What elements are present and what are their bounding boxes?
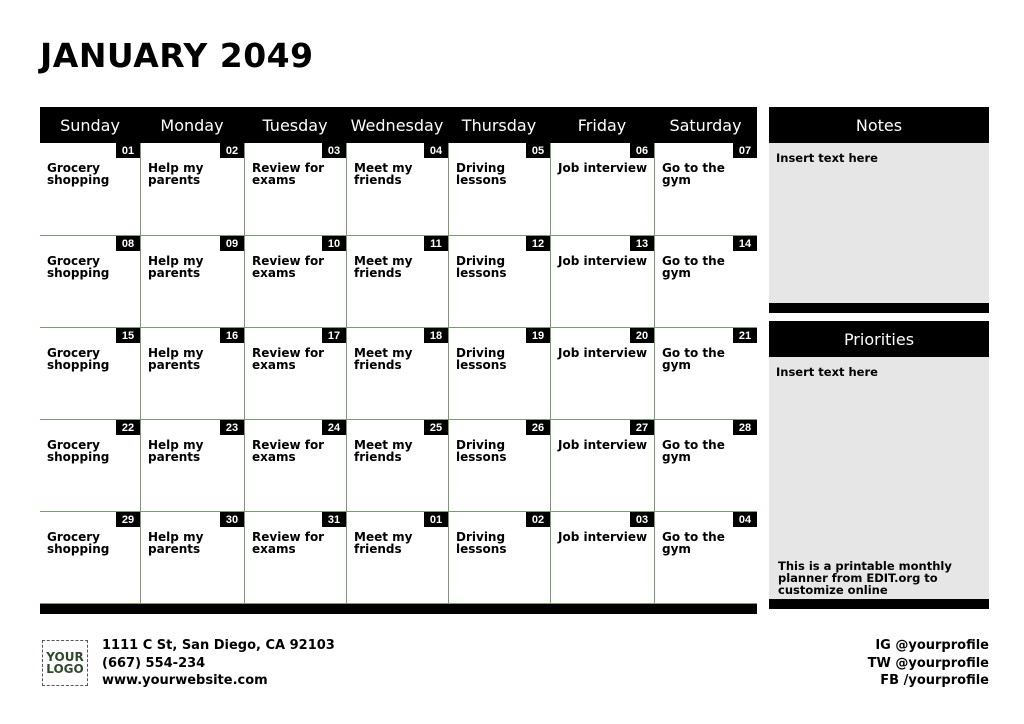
day-event-text: Help my parents xyxy=(148,346,204,372)
day-number-badge: 25 xyxy=(424,420,448,435)
day-number-badge: 04 xyxy=(424,143,448,158)
calendar-day-cell[interactable] xyxy=(244,419,346,511)
calendar-day-cell[interactable] xyxy=(654,235,757,327)
calendar-day-cell[interactable] xyxy=(140,419,244,511)
day-event-text: Review for exams xyxy=(252,438,325,464)
calendar-day-cell[interactable] xyxy=(654,419,757,511)
calendar-day-cell[interactable] xyxy=(550,419,654,511)
day-number-badge: 05 xyxy=(526,143,550,158)
calendar-day-cell[interactable] xyxy=(448,143,550,235)
notes-bottom-bar xyxy=(769,303,989,313)
calendar-day-cell[interactable] xyxy=(550,235,654,327)
day-number-badge: 11 xyxy=(424,236,448,251)
day-number-badge: 14 xyxy=(733,236,757,251)
day-event-text: Help my parents xyxy=(148,254,204,280)
day-number-badge: 07 xyxy=(733,143,757,158)
notes-body[interactable] xyxy=(769,143,989,303)
contact-website[interactable]: www.yourwebsite.com xyxy=(102,673,268,688)
calendar-day-cell[interactable] xyxy=(448,235,550,327)
priorities-bottom-bar xyxy=(769,599,989,609)
day-number-badge: 27 xyxy=(630,420,654,435)
calendar-day-cell[interactable] xyxy=(448,419,550,511)
weekday-tuesday: Tuesday xyxy=(262,115,328,135)
calendar-day-cell[interactable] xyxy=(346,419,448,511)
calendar-day-cell[interactable] xyxy=(140,327,244,419)
day-event-text: Review for exams xyxy=(252,161,325,187)
calendar-day-cell[interactable] xyxy=(40,327,140,419)
priorities-panel xyxy=(769,321,989,609)
calendar-day-cell[interactable] xyxy=(448,511,550,603)
notes-panel xyxy=(769,107,989,313)
logo-placeholder xyxy=(42,640,88,686)
day-event-text: Meet my friends xyxy=(354,346,413,372)
calendar-bottom-bar xyxy=(40,604,757,614)
calendar-day-cell[interactable] xyxy=(346,327,448,419)
day-event-text: Go to the gym xyxy=(662,346,725,372)
priorities-title: Priorities xyxy=(769,321,989,357)
day-number-badge: 18 xyxy=(424,328,448,343)
calendar-day-cell[interactable] xyxy=(140,143,244,235)
social-instagram[interactable]: IG @yourprofile xyxy=(875,638,989,653)
day-number-badge: 26 xyxy=(526,420,550,435)
day-number-badge: 30 xyxy=(220,512,244,527)
day-number-badge: 28 xyxy=(733,420,757,435)
day-number-badge: 15 xyxy=(116,328,140,343)
logo-line-1: YOUR xyxy=(46,650,84,664)
day-event-text: Help my parents xyxy=(148,438,204,464)
calendar-day-cell[interactable] xyxy=(140,511,244,603)
calendar-day-cell[interactable] xyxy=(654,327,757,419)
planner-footnote: This is a printable monthly planner from EDIT.org to customize online xyxy=(778,559,952,597)
calendar-day-cell[interactable] xyxy=(40,511,140,603)
day-event-text: Job interview xyxy=(558,438,648,452)
day-event-text: Grocery shopping xyxy=(47,438,110,464)
day-number-badge: 10 xyxy=(322,236,346,251)
day-event-text: Review for exams xyxy=(252,346,325,372)
calendar-day-cell[interactable] xyxy=(448,327,550,419)
day-event-text: Help my parents xyxy=(148,161,204,187)
calendar-day-cell[interactable] xyxy=(550,327,654,419)
contact-info xyxy=(102,637,335,690)
calendar-day-cell[interactable] xyxy=(346,511,448,603)
day-number-badge: 12 xyxy=(526,236,550,251)
day-event-text: Grocery shopping xyxy=(47,346,110,372)
calendar-day-cell[interactable] xyxy=(40,143,140,235)
logo-line-2: LOGO xyxy=(46,662,84,676)
contact-address: 1111 C St, San Diego, CA 92103 xyxy=(102,638,335,653)
day-number-badge: 09 xyxy=(220,236,244,251)
day-number-badge: 31 xyxy=(322,512,346,527)
calendar-day-cell[interactable] xyxy=(244,327,346,419)
day-number-badge: 16 xyxy=(220,328,244,343)
day-event-text: Meet my friends xyxy=(354,254,413,280)
day-event-text: Go to the gym xyxy=(662,438,725,464)
day-number-badge: 19 xyxy=(526,328,550,343)
day-event-text: Driving lessons xyxy=(456,346,507,372)
day-number-badge: 03 xyxy=(630,512,654,527)
day-number-badge: 02 xyxy=(526,512,550,527)
day-number-badge: 20 xyxy=(630,328,654,343)
day-number-badge: 01 xyxy=(116,143,140,158)
social-facebook[interactable]: FB /yourprofile xyxy=(880,673,989,688)
day-event-text: Meet my friends xyxy=(354,530,413,556)
day-number-badge: 03 xyxy=(322,143,346,158)
day-event-text: Grocery shopping xyxy=(47,530,110,556)
weekday-header xyxy=(40,107,757,143)
day-number-badge: 08 xyxy=(116,236,140,251)
calendar-day-cell[interactable] xyxy=(244,235,346,327)
calendar-day-cell[interactable] xyxy=(244,511,346,603)
day-number-badge: 04 xyxy=(733,512,757,527)
day-number-badge: 17 xyxy=(322,328,346,343)
day-event-text: Driving lessons xyxy=(456,254,507,280)
weekday-friday: Friday xyxy=(577,115,627,135)
day-number-badge: 01 xyxy=(424,512,448,527)
contact-phone: (667) 554-234 xyxy=(102,655,206,671)
day-event-text: Driving lessons xyxy=(456,438,507,464)
calendar-day-cell[interactable] xyxy=(140,235,244,327)
day-event-text: Job interview xyxy=(558,530,648,544)
social-twitter[interactable]: TW @yourprofile xyxy=(867,655,989,671)
calendar-day-cell[interactable] xyxy=(40,419,140,511)
day-event-text: Meet my friends xyxy=(354,438,413,464)
day-event-text: Driving lessons xyxy=(456,161,507,187)
calendar-day-cell[interactable] xyxy=(244,143,346,235)
day-event-text: Driving lessons xyxy=(456,530,507,556)
priorities-placeholder[interactable]: Insert text here xyxy=(776,365,878,379)
social-links xyxy=(868,637,989,690)
day-event-text: Job interview xyxy=(558,254,648,268)
day-number-badge: 22 xyxy=(116,420,140,435)
day-number-badge: 23 xyxy=(220,420,244,435)
weekday-saturday: Saturday xyxy=(669,115,742,135)
weekday-sunday: Sunday xyxy=(60,115,120,135)
weekday-thursday: Thursday xyxy=(461,115,537,135)
day-event-text: Meet my friends xyxy=(354,161,413,187)
calendar-day-cell[interactable] xyxy=(654,143,757,235)
day-event-text: Review for exams xyxy=(252,530,325,556)
calendar-day-cell[interactable] xyxy=(40,235,140,327)
day-number-badge: 02 xyxy=(220,143,244,158)
calendar-day-cell[interactable] xyxy=(654,511,757,603)
calendar-day-cell[interactable] xyxy=(550,511,654,603)
calendar xyxy=(40,107,757,614)
day-number-badge: 06 xyxy=(630,143,654,158)
day-event-text: Go to the gym xyxy=(662,254,725,280)
day-event-text: Grocery shopping xyxy=(47,254,110,280)
day-number-badge: 29 xyxy=(116,512,140,527)
day-number-badge: 21 xyxy=(733,328,757,343)
notes-placeholder[interactable]: Insert text here xyxy=(776,151,878,165)
calendar-grid xyxy=(40,143,757,604)
day-number-badge: 24 xyxy=(322,420,346,435)
page-title: JANUARY 2049 xyxy=(40,36,314,75)
calendar-day-cell[interactable] xyxy=(550,143,654,235)
day-event-text: Job interview xyxy=(558,346,648,360)
day-event-text: Help my parents xyxy=(148,530,204,556)
day-number-badge: 13 xyxy=(630,236,654,251)
day-event-text: Go to the gym xyxy=(662,161,725,187)
weekday-monday: Monday xyxy=(160,115,224,135)
calendar-day-cell[interactable] xyxy=(346,143,448,235)
calendar-day-cell[interactable] xyxy=(346,235,448,327)
weekday-wednesday: Wednesday xyxy=(350,115,444,135)
day-event-text: Go to the gym xyxy=(662,530,725,556)
priorities-body[interactable] xyxy=(769,357,989,599)
day-event-text: Grocery shopping xyxy=(47,161,110,187)
day-event-text: Review for exams xyxy=(252,254,325,280)
notes-title: Notes xyxy=(769,107,989,143)
day-event-text: Job interview xyxy=(558,161,648,175)
